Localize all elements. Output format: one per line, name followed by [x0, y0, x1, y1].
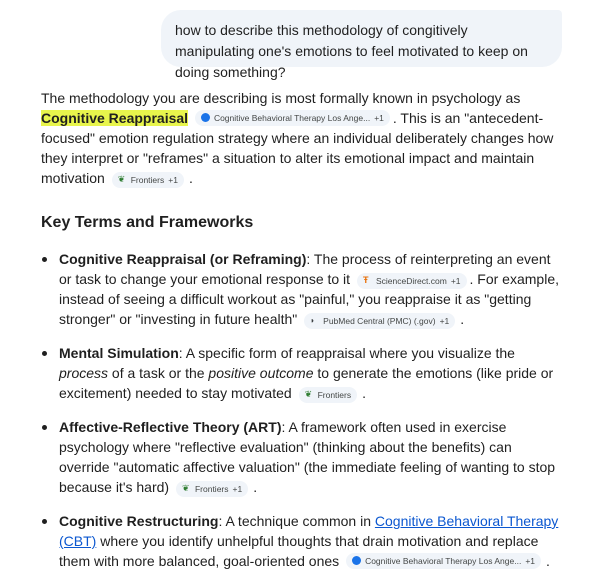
- item-text: where you identify unhelpful thoughts that drain motivation and replace them with more balanced, goal-oriented ones: [59, 533, 539, 569]
- source-chip[interactable]: [112, 172, 184, 188]
- list-item: [59, 249, 561, 329]
- term-label: Mental Simulation: [59, 345, 179, 361]
- leaf-icon: ❦: [304, 389, 313, 399]
- item-text: .: [253, 479, 258, 495]
- item-text: : A framework often used in exercise psychology where "reflective evaluation" (thinking about the benefits) can override "automatic affective valuation" (the immediate feeling of wanting to stop because it's hard): [59, 419, 556, 495]
- term-label: Cognitive Reappraisal (or Reframing): [59, 251, 307, 267]
- sciencedirect-icon: Ŧ: [362, 275, 369, 285]
- source-chip[interactable]: [299, 387, 358, 403]
- source-chip[interactable]: [357, 273, 467, 289]
- section-heading: Key Terms and Frameworks: [41, 214, 254, 231]
- source-chip-label: Frontiers: [130, 174, 165, 185]
- user-message-text: how to describe this methodology of congitively manipulating one's emotions to feel motivated to keep on doing something?: [175, 22, 528, 80]
- intro-text: . This is an "antecedent-focused" emotion regulation strategy where an individual deliberately changes how they interpret or "reframes" a situation to alter its emotional impact and maintain motivation: [41, 110, 554, 186]
- blue-dot-icon: [352, 556, 361, 565]
- source-chip-label: Cognitive Behavioral Therapy Los Ange...: [365, 555, 522, 566]
- source-chip[interactable]: [304, 313, 455, 329]
- term-label: Affective-Reflective Theory (ART): [59, 419, 282, 435]
- list-item: [59, 511, 561, 571]
- item-text: .: [460, 311, 465, 327]
- item-text: .: [362, 385, 367, 401]
- list-item: [59, 343, 561, 403]
- source-chip-label: Frontiers: [317, 389, 352, 400]
- source-chip-count: +1: [374, 112, 384, 123]
- source-chip[interactable]: [195, 110, 390, 126]
- item-text: : A technique common in: [218, 513, 375, 529]
- source-chip-label: Frontiers: [194, 483, 229, 494]
- item-emphasis: positive outcome: [208, 365, 314, 381]
- source-chip[interactable]: [346, 553, 541, 569]
- intro-paragraph: [41, 88, 561, 188]
- list-item: [59, 417, 561, 497]
- source-chip-count: +1: [450, 275, 461, 286]
- source-chip-label: ScienceDirect.com: [375, 275, 447, 286]
- item-text: to generate the emotions (like pride or excitement) needed to stay motivated: [59, 365, 554, 401]
- item-text: : A specific form of reappraisal where you visualize the: [178, 345, 515, 361]
- leaf-icon: ❦: [117, 174, 126, 184]
- item-text: .: [546, 553, 550, 569]
- item-text: of a task or the: [108, 365, 209, 381]
- item-text: . For example, instead of seeing a difficult workout as "painful," you reappraise it as "getting stronger" or "investing in future health": [59, 271, 559, 327]
- source-chip[interactable]: [176, 481, 248, 497]
- source-chip-count: +1: [439, 315, 450, 326]
- source-chip-count: +1: [525, 555, 536, 566]
- leaf-icon: ❦: [181, 483, 190, 493]
- source-chip-count: +1: [232, 483, 243, 494]
- blue-dot-icon: [201, 113, 210, 122]
- intro-text: .: [188, 170, 193, 186]
- source-chip-label: PubMed Central (PMC) (.gov): [323, 315, 436, 326]
- cbt-link[interactable]: Cognitive Behavioral Therapy (CBT): [59, 513, 559, 549]
- highlighted-term: Cognitive Reappraisal: [41, 110, 189, 126]
- source-chip-label: Cognitive Behavioral Therapy Los Ange...: [213, 112, 371, 123]
- assistant-response: [41, 88, 561, 585]
- user-message-bubble: [161, 10, 562, 80]
- term-label: Cognitive Restructuring: [59, 513, 219, 529]
- intro-text: The methodology you are describing is most formally known in psychology as: [41, 90, 521, 106]
- pmc-icon: ◗: [310, 316, 315, 325]
- source-chip-count: +1: [168, 174, 178, 185]
- item-text: : The process of reinterpreting an event or task to change your emotional response to it: [59, 251, 551, 287]
- item-emphasis: process: [59, 365, 109, 381]
- terms-list: [41, 249, 561, 571]
